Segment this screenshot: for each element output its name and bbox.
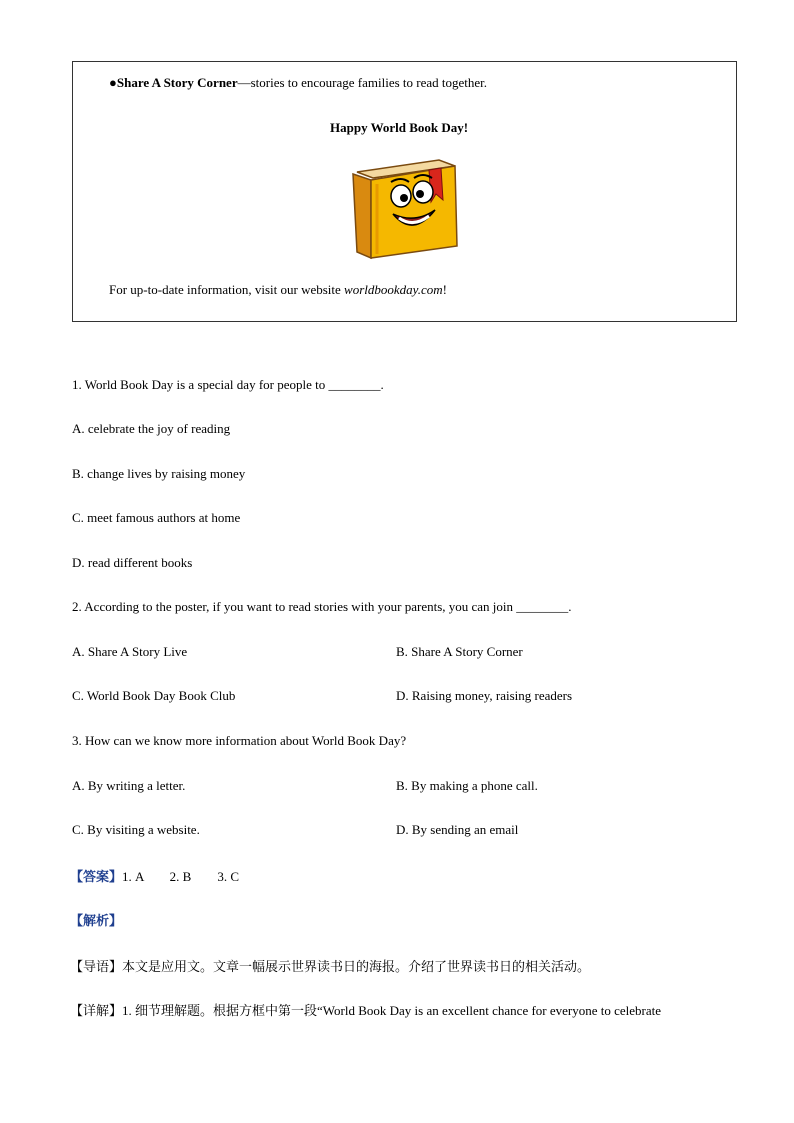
share-corner-title: Share A Story Corner	[116, 75, 238, 90]
question-2-option-d: D. Raising money, raising readers	[396, 688, 573, 703]
info-prefix: For up-to-date information, visit our website	[109, 282, 345, 297]
info-line	[109, 282, 447, 298]
info-suffix: !	[442, 282, 447, 297]
answer-line	[70, 866, 239, 885]
answer-text: 1. A 2. B 3. C	[122, 869, 240, 884]
question-1-option-d: D. read different books	[72, 555, 193, 570]
share-corner-line	[109, 75, 487, 91]
question-3-option-b: B. By making a phone call.	[396, 778, 538, 793]
question-3-option-c: C. By visiting a website.	[72, 822, 200, 837]
answer-tag: 【答案】	[70, 870, 123, 885]
question-1-stem: 1. World Book Day is a special day for people to ________.	[72, 377, 384, 392]
question-2-option-b: B. Share A Story Corner	[396, 644, 523, 659]
question-2-stem: 2. According to the poster, if you want to read stories with your parents, you can join ________.	[72, 599, 572, 614]
guide-line	[70, 956, 590, 975]
question-1-option-b: B. change lives by raising money	[72, 466, 246, 481]
share-corner-desc: —stories to encourage families to read together.	[237, 75, 488, 90]
question-1-option-a: A. celebrate the joy of reading	[72, 421, 231, 436]
poster-box	[72, 61, 737, 322]
detail-tag: 【详解】	[70, 1004, 123, 1019]
question-1-option-c: C. meet famous authors at home	[72, 510, 241, 525]
question-2-option-a: A. Share A Story Live	[72, 644, 188, 659]
detail-line	[70, 1000, 661, 1019]
analysis-tag: 【解析】	[70, 914, 123, 929]
smiling-book-illustration	[349, 154, 461, 262]
website-link[interactable]: worldbookday.com	[344, 282, 443, 297]
bullet: ●	[109, 75, 117, 90]
question-3-stem: 3. How can we know more information about World Book Day?	[72, 733, 407, 748]
guide-text: 本文是应用文。文章一幅展示世界读书日的海报。介绍了世界读书日的相关活动。	[122, 960, 591, 975]
question-3-option-a: A. By writing a letter.	[72, 778, 186, 793]
detail-text: 1. 细节理解题。根据方框中第一段“World Book Day is an excellent chance for everyone to celebrate	[122, 1003, 662, 1018]
question-3-option-d: D. By sending an email	[396, 822, 519, 837]
question-2-option-c: C. World Book Day Book Club	[72, 688, 236, 703]
guide-tag: 【导语】	[70, 960, 123, 975]
happy-world-book-day: Happy World Book Day!	[330, 120, 469, 135]
